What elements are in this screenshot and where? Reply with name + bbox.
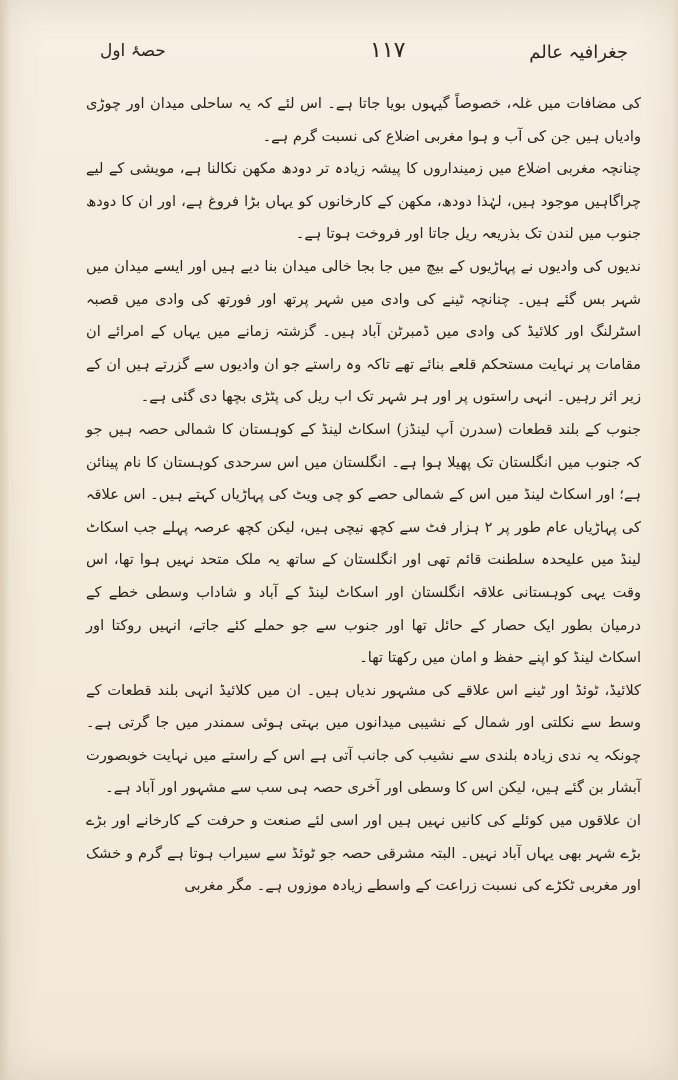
page-edge-right [672, 0, 678, 1080]
section-label: حصۂ اول [100, 41, 166, 61]
page-number: ۱۱۷ [370, 38, 406, 63]
paragraph: کلائیڈ، ٹوئڈ اور ٹینے اس علاقے کی مشہور ندیاں ہیں۔ ان میں کلائیڈ انہی بلند قطعات کے وسط سے نکلتی اور شمال کے نشیبی میدانوں میں بہتی ہوئی سمندر میں جا گرتی ہے۔ چونکہ یہ ندی زیادہ بلندی سے نشیب کی جانب آتی ہے اس کے راستے میں نہایت خوبصورت آبشار بن گئے ہیں، لیکن اس کا وسطی اور آخری حصہ ہی سب سے مشہور اور آباد ہے۔ [86, 681, 641, 797]
page-edge-shadow [0, 0, 10, 1080]
page-body [86, 88, 641, 903]
page-header [60, 38, 628, 78]
paragraph: چنانچہ مغربی اضلاع میں زمینداروں کا پیشہ زیادہ تر دودھ مکھن نکالنا ہے، مویشی کے لیے چراگاہیں موجود ہیں، لہٰذا دودھ، مکھن کے کارخانوں کو یہاں بڑا فروغ ہے، اور ان کا دودھ جنوب میں لندن تک بذریعہ ریل جاتا اور فروخت ہوتا ہے۔ [86, 160, 641, 243]
paragraph: ندیوں کی وادیوں نے پہاڑیوں کے بیچ میں جا بجا خالی میدان بنا دیے ہیں اور ایسے میدان میں شہر بس گئے ہیں۔ چنانچہ ٹینے کی وادی میں شہر پرتھ اور فورتھ کی وادی میں قصبہ اسٹرلنگ اور کلائیڈ کی وادی میں ڈمبرٹن آباد ہیں۔ گزشتہ زمانے میں یہاں کے امرائے ان مقامات پر نہایت مستحکم قلعے بنائے تھے تاکہ وہ راستے جو ان وادیوں سے گزرتے ہیں ان کے زیر اثر رہیں۔ انہی راستوں پر اور ہر شہر تک اب ریل کی پٹڑی بچھا دی گئی ہے۔ [86, 257, 641, 406]
paragraph: جنوب کے بلند قطعات (سدرن اَپ لینڈز) اسکاٹ لینڈ کے کوہستان کا شمالی حصہ ہیں جو کہ جنوب میں انگلستان تک پھیلا ہوا ہے۔ انگلستان میں اس سرحدی کوہستان کا نام پینائن ہے؛ اور اسکاٹ لینڈ میں اس کے شمالی حصے کو چی ویٹ کی پہاڑیاں کہتے ہیں۔ اس علاقہ کی پہاڑیاں عام طور پر ۲ ہزار فٹ سے کچھ نیچی ہیں، لیکن کچھ عرصہ پہلے جب اسکاٹ لینڈ میں علیحدہ سلطنت قائم تھی اور انگلستان کے ساتھ یہ ملک متحد نہیں ہوا تھا، اس وقت یہی کوہستانی علاقہ انگلستان اور اسکاٹ لینڈ کے آباد و شاداب وسطی خطے کے درمیان بطور ایک حصار کے حائل تھا اور جنوب سے جو حملے کئے جاتے، انہیں روکتا اور اسکاٹ لینڈ کو اپنے حفظ و امان میں رکھتا تھا۔ [86, 420, 641, 667]
book-title: جغرافیہ عالم [529, 42, 628, 63]
paragraph: ان علاقوں میں کوئلے کی کانیں نہیں ہیں اور اسی لئے صنعت و حرفت کے کارخانے اور بڑے بڑے شہر بھی یہاں آباد نہیں۔ البتہ مشرقی حصہ جو ٹوئڈ سے سیراب ہوتا ہے گرم و خشک اور مغربی ٹکڑے کی نسبت زراعت کے واسطے زیادہ موزوں ہے۔ مگر مغربی [86, 812, 641, 895]
paragraph: کی مضافات میں غلہ، خصوصاً گیہوں بویا جاتا ہے۔ اس لئے کہ یہ ساحلی میدان اور چوڑی وادیاں ہیں جن کی آب و ہوا مغربی اضلاع کی نسبت گرم ہے۔ [86, 95, 641, 145]
